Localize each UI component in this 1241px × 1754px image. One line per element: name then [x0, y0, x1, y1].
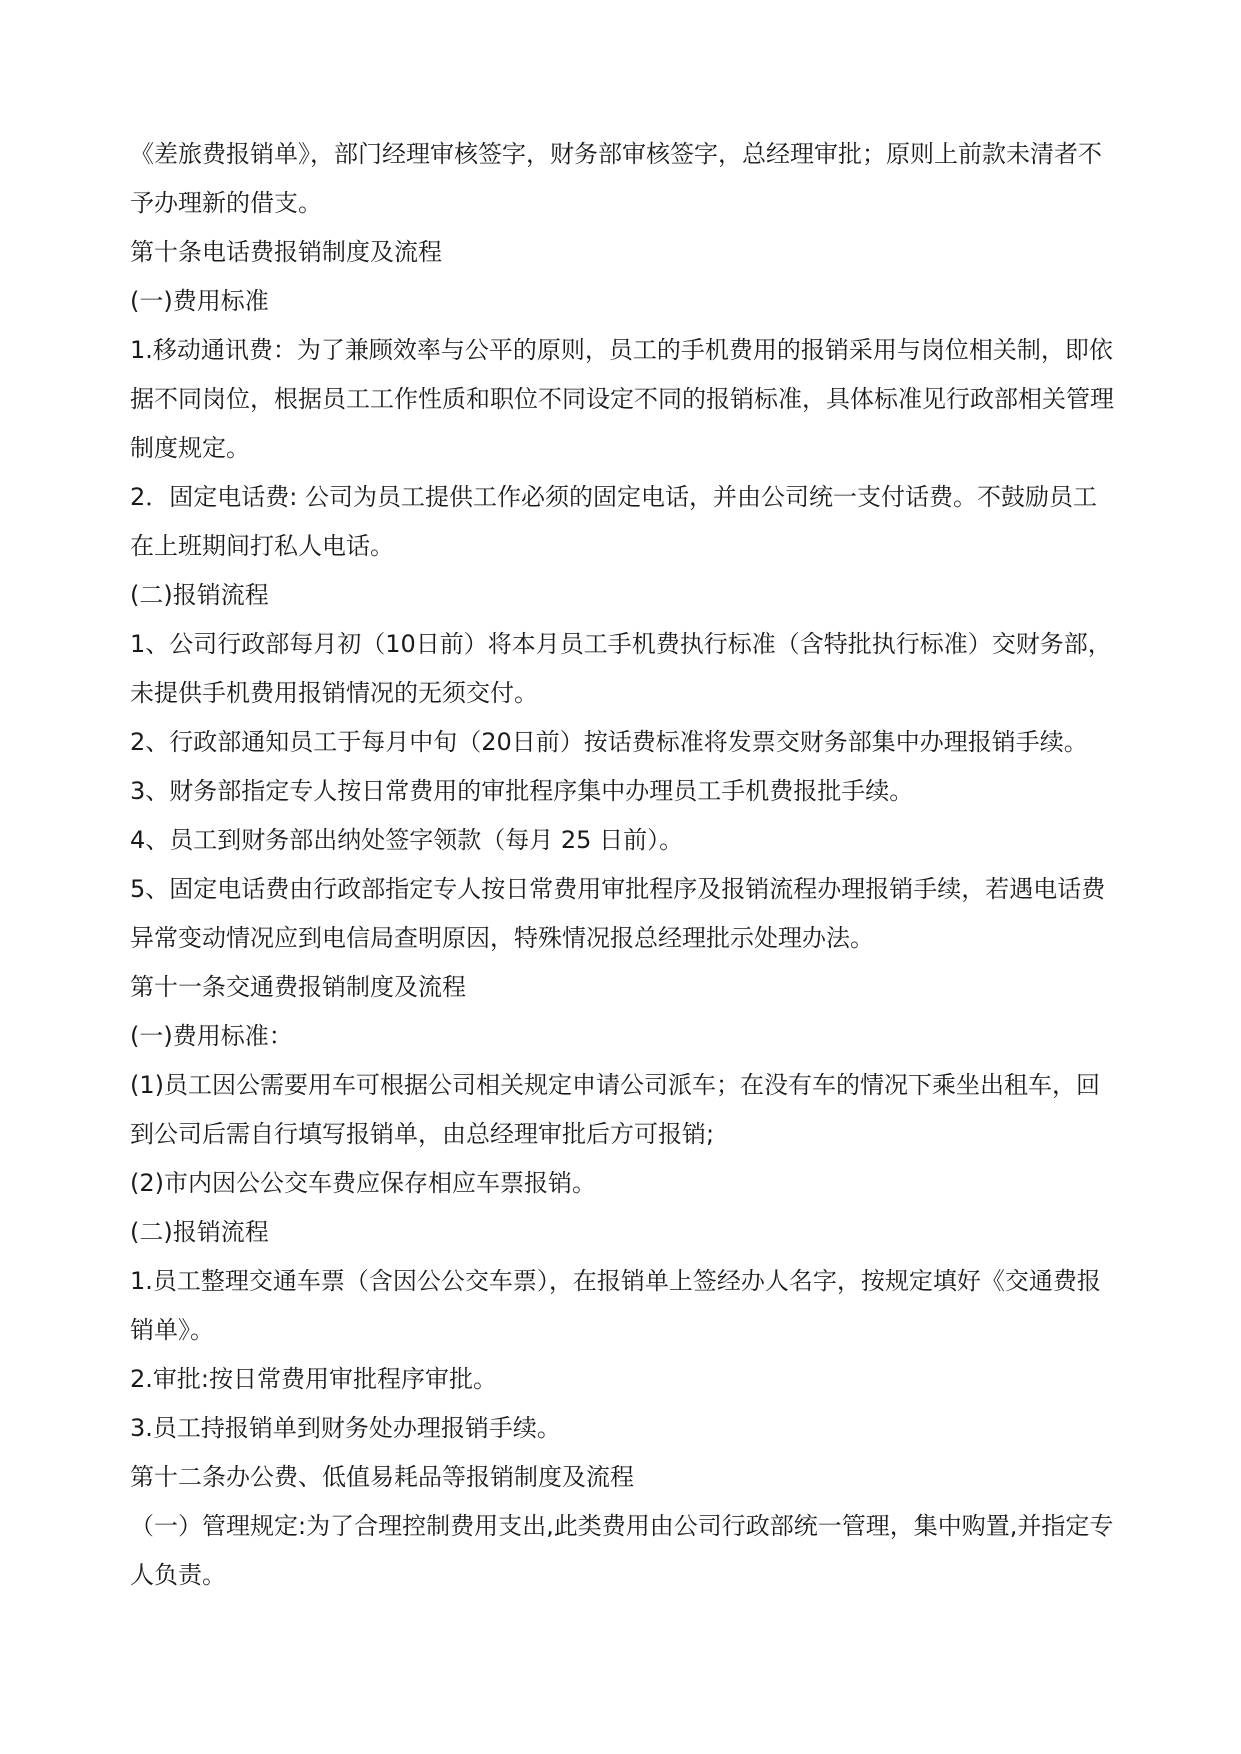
paragraph-landline-fee: 2．固定电话费: 公司为员工提供工作必须的固定电话，并由公司统一支付话费。不鼓励员工在上班期间打私人电话。: [130, 483, 1097, 560]
paragraph-phone-step-3: 3、财务部指定专人按日常费用的审批程序集中办理员工手机费报批手续。: [130, 777, 914, 805]
subheading-expense-standard-2: (一)费用标准：: [130, 1022, 293, 1050]
paragraph-phone-step-5: 5、固定电话费由行政部指定专人按日常费用审批程序及报销流程办理报销手续，若遇电话费异常变动情况应到电信局查明原因，特殊情况报总经理批示处理办法。: [130, 875, 1106, 952]
paragraph-mobile-fee: 1.移动通讯费：为了兼顾效率与公平的原则，员工的手机费用的报销采用与岗位相关制，即依据不同岗位，根据员工工作性质和职位不同设定不同的报销标准，具体标准见行政部相关管理制度规定。: [130, 336, 1114, 462]
heading-article-11: 第十一条交通费报销制度及流程: [130, 973, 466, 1001]
paragraph-bus-fare: (2)市内因公公交车费应保存相应车票报销。: [130, 1169, 596, 1197]
paragraph-phone-step-2: 2、行政部通知员工于每月中旬（20日前）按话费标准将发票交财务部集中办理报销手续。: [130, 728, 1088, 756]
subheading-expense-standard-1: (一)费用标准: [130, 287, 269, 315]
subheading-reimbursement-process-1: (二)报销流程: [130, 581, 269, 609]
paragraph-transport-step-3: 3.员工持报销单到财务处办理报销手续。: [130, 1414, 561, 1442]
paragraph-phone-step-1: 1、公司行政部每月初（10日前）将本月员工手机费执行标准（含特批执行标准）交财务部，未提供手机费用报销情况的无须交付。: [130, 630, 1112, 707]
heading-article-12: 第十二条办公费、低值易耗品等报销制度及流程: [130, 1463, 634, 1491]
paragraph-travel-expense-approval: 《差旅费报销单》，部门经理审核签字，财务部审核签字，总经理审批；原则上前款未清者不予办理新的借支。: [130, 140, 1102, 217]
heading-article-10: 第十条电话费报销制度及流程: [130, 238, 442, 266]
paragraph-transport-step-2: 2.审批:按日常费用审批程序审批。: [130, 1365, 497, 1393]
paragraph-management-rules: （一）管理规定:为了合理控制费用支出,此类费用由公司行政部统一管理，集中购置,并指定专人负责。: [130, 1512, 1114, 1589]
document-body: [130, 130, 1115, 1600]
paragraph-transport-step-1: 1.员工整理交通车票（含因公公交车票），在报销单上签经办人名字，按规定填好《交通费报销单》。: [130, 1267, 1101, 1344]
paragraph-phone-step-4: 4、员工到财务部出纳处签字领款（每月 25 日前）。: [130, 826, 684, 854]
subheading-reimbursement-process-2: (二)报销流程: [130, 1218, 269, 1246]
paragraph-vehicle-use: (1)员工因公需要用车可根据公司相关规定申请公司派车；在没有车的情况下乘坐出租车，回到公司后需自行填写报销单，由总经理审批后方可报销;: [130, 1071, 1100, 1148]
